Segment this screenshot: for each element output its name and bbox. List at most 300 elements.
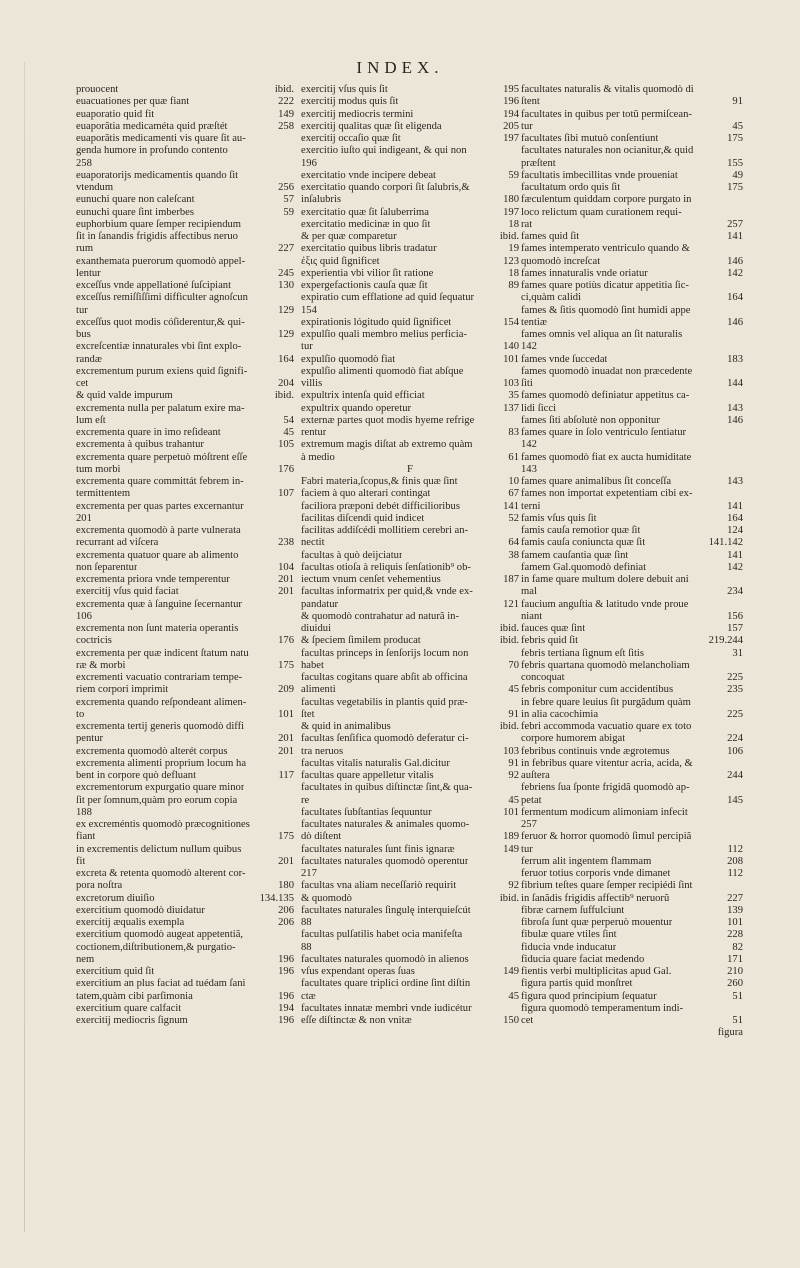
entry-text: tur [76, 304, 88, 316]
entry-text: facultas pulſatilis habet ocia manifeſta [301, 929, 463, 941]
entry-page-ref: 201 [278, 855, 294, 867]
index-entry [76, 194, 294, 206]
entry-page-ref: 141 [727, 231, 743, 242]
entry-text: facultates naturales quomodò in alienos [301, 953, 469, 965]
index-entry [521, 893, 743, 905]
entry-text: exercitatio vnde incipere debeat [301, 169, 436, 181]
entry-text: exceſſus remiſſiſſimi difficulter agnoſcun [76, 292, 248, 304]
entry-text: expultrix intenſa quid efficiat [301, 390, 425, 402]
index-entry [301, 929, 519, 941]
entry-text: facilitas addiſcédi mollitiem cerebri an- [301, 525, 469, 536]
entry-text: excrementa nulla per palatum exire ma- [76, 402, 245, 414]
entry-text: tur [521, 843, 533, 855]
entry-text: re [301, 794, 310, 806]
entry-text: 143 [521, 463, 537, 475]
index-entry [76, 1003, 294, 1015]
index-entry [521, 84, 743, 96]
entry-text: facultates in quibus diſtinctæ ſint,& qua- [301, 782, 473, 794]
entry-text: corpore humorem abigat [521, 733, 626, 745]
entry-page-ref: 107 [278, 488, 294, 500]
entry-text: euphorbium quare ſemper recipiendum [76, 218, 242, 230]
entry-text: exercitatio quando corpori ſit ſalubris,& [301, 182, 470, 193]
index-entry [521, 905, 743, 917]
entry-text: 88 [301, 917, 312, 928]
index-entry [301, 317, 519, 329]
entry-text: 154 [301, 304, 317, 316]
entry-page-ref: 142 [727, 561, 743, 573]
entry-text: ci,quàm calidi [521, 292, 582, 304]
index-entry [521, 1015, 743, 1027]
entry-page-ref: 244 [727, 770, 743, 781]
entry-page-ref: 67 [508, 488, 519, 500]
entry-page-ref: 224 [727, 733, 743, 745]
entry-text: excrementa quæ à ſanguine ſecernantur [76, 598, 242, 610]
index-entry [76, 733, 294, 745]
index-entry [301, 770, 519, 782]
index-entry [521, 599, 743, 611]
entry-text: fibræ carnem ſuffulciunt [521, 904, 625, 916]
index-entry [301, 611, 519, 623]
entry-text: ctæ [301, 990, 316, 1002]
index-entry [76, 390, 294, 402]
index-entry [76, 1015, 294, 1027]
entry-page-ref: 45 [508, 794, 519, 806]
index-entry [301, 819, 519, 831]
entry-page-ref: 134.135 [259, 892, 294, 904]
entry-text: fæculentum quiddam corpore purgato in [521, 194, 692, 206]
entry-text: tur [521, 120, 533, 132]
entry-text: lum eſt [76, 414, 106, 426]
entry-page-ref: 89 [508, 280, 519, 291]
entry-text: faucium anguſtia & latitudo vnde proue [521, 598, 689, 610]
index-entry [521, 513, 743, 525]
index-entry [301, 599, 519, 611]
index-entry [521, 366, 743, 378]
entry-text: expiratio cum efflatione ad quid ſequatur [301, 292, 475, 304]
entry-text: febris quid ſit [521, 635, 579, 647]
entry-page-ref: 164 [727, 292, 743, 304]
index-entry [521, 243, 743, 255]
entry-text: excrementa quare perpetuò móſtrent eſſe [76, 451, 248, 463]
index-entry [521, 611, 743, 623]
entry-text: febris quartana quomodò melancholiam [521, 659, 690, 671]
index-entry [76, 427, 294, 439]
index-entry [521, 537, 743, 549]
entry-text: fames quomodò inuadat non præcedente [521, 365, 693, 377]
entry-page-ref: 70 [508, 659, 519, 671]
index-entry [521, 550, 743, 562]
index-entry [521, 880, 743, 892]
index-entry [76, 954, 294, 966]
index-entry [76, 746, 294, 758]
entry-page-ref: 206 [278, 917, 294, 928]
index-entry [76, 905, 294, 917]
entry-text: tur [301, 341, 313, 353]
index-entry [521, 709, 743, 721]
entry-text: exercitij vſus quis ſit [301, 84, 388, 95]
entry-page-ref: 201 [278, 745, 294, 757]
entry-text: pora noſtra [76, 880, 123, 892]
entry-text: in alia cacochimia [521, 708, 599, 720]
entry-text: mal [521, 586, 537, 598]
index-entry [521, 182, 743, 194]
index-entry [301, 305, 519, 317]
entry-text: 257 [521, 819, 537, 830]
entry-text: recurrant ad viſcera [76, 537, 159, 549]
entry-text: facultates ſubſtantias ſequuntur [301, 806, 432, 818]
entry-text: euaporatio quid fit [76, 108, 155, 120]
entry-page-ref: 235 [727, 684, 743, 696]
index-entry [521, 109, 743, 121]
entry-text: vſus expendant operas ſuas [301, 966, 415, 977]
index-entry [76, 880, 294, 892]
entry-page-ref: 180 [503, 194, 519, 206]
entry-text: concoquat [521, 672, 565, 683]
entry-text: exercitium quid ſit [76, 966, 155, 977]
index-entry [76, 415, 294, 427]
index-entry [76, 207, 294, 219]
index-entry [521, 317, 743, 329]
entry-text: exercitium quomodò diuidatur [76, 904, 205, 916]
entry-text: excrementa non ſunt materia operantis [76, 623, 239, 634]
entry-page-ref: 183 [727, 353, 743, 365]
entry-page-ref: 234 [727, 586, 743, 598]
index-entry [301, 170, 519, 182]
entry-page-ref: 187 [503, 574, 519, 585]
entry-text: 142 [521, 439, 537, 451]
entry-text: cet [521, 1015, 534, 1026]
entry-page-ref: 171 [727, 953, 743, 965]
index-entry [76, 758, 294, 770]
index-entry [76, 782, 294, 794]
entry-text: 196 [301, 157, 317, 169]
entry-text: facultates ſibi mutuò conſentiunt [521, 133, 659, 144]
entry-text: to [76, 708, 85, 720]
index-entry [301, 121, 519, 133]
index-entry [76, 378, 294, 390]
entry-page-ref: 91 [732, 96, 743, 108]
index-entry [76, 133, 294, 145]
entry-page-ref: 196 [278, 990, 294, 1002]
entry-text: exercitatio quibus libris tradatur [301, 243, 437, 255]
index-entry [301, 366, 519, 378]
entry-text: fames innaturalis vnde oriatur [521, 267, 648, 279]
entry-page-ref: 208 [727, 855, 743, 867]
index-entry [76, 562, 294, 574]
entry-page-ref: 196 [503, 96, 519, 108]
entry-page-ref: 219.244 [708, 635, 743, 647]
entry-text: facultates quare triplici ordine ſint diſtin [301, 978, 471, 990]
index-entry [301, 586, 519, 598]
index-entry [521, 341, 743, 353]
entry-text: externæ partes quot modis hyeme refrige [301, 414, 475, 426]
index-entry [76, 684, 294, 696]
index-entry [76, 501, 294, 513]
entry-text: 142 [521, 341, 537, 353]
index-entry [76, 856, 294, 868]
entry-text: rat [521, 218, 533, 230]
index-entry [301, 268, 519, 280]
entry-text: facultates naturales non ocianitur,& quid [521, 145, 694, 157]
entry-text: ſtent [521, 96, 540, 108]
index-entry [76, 268, 294, 280]
entry-text: nectit [301, 537, 325, 549]
index-entry [76, 660, 294, 672]
entry-text: exercitium an plus faciat ad tuédam ſani [76, 978, 246, 990]
entry-page-ref: 45 [732, 120, 743, 132]
index-entry [301, 623, 519, 635]
entry-page-ref: 83 [508, 427, 519, 438]
index-entry [301, 697, 519, 709]
index-entry [521, 378, 743, 390]
index-entry [76, 978, 294, 990]
index-entry [76, 96, 294, 108]
entry-text: facultates naturales ſingulę interquieſcút [301, 904, 471, 916]
entry-page-ref: 204 [278, 378, 294, 389]
index-entry [76, 574, 294, 586]
entry-text: febris tertiana ſignum eſt ſitis [521, 647, 644, 659]
index-entry [301, 893, 519, 905]
index-entry [521, 966, 743, 978]
entry-text: faciliora præponi debét difficilioribus [301, 500, 460, 512]
entry-text: 188 [76, 806, 92, 818]
index-entry [76, 991, 294, 1003]
entry-text: fibrium teſtes quare ſemper recipiédi ſint [521, 880, 693, 892]
entry-text: facultas ſenſifica quomodò deferatur ci- [301, 733, 469, 745]
index-entry [301, 782, 519, 794]
index-entry [76, 464, 294, 476]
entry-page-ref: 146 [727, 414, 743, 426]
entry-page-ref: 195 [503, 84, 519, 95]
index-entry [521, 562, 743, 574]
entry-text: exercitij vſus quid faciat [76, 586, 179, 598]
entry-page-ref: 196 [278, 1015, 294, 1026]
index-entry [301, 219, 519, 231]
index-entry [521, 158, 743, 170]
index-entry [76, 611, 294, 623]
entry-text: facultates naturales ſunt finis ignaræ [301, 843, 455, 855]
index-entry [76, 623, 294, 635]
entry-page-ref: 146 [727, 316, 743, 328]
entry-page-ref: 31 [732, 647, 743, 659]
index-entry [521, 121, 743, 133]
entry-text: euaporãtis medicamenti vis quare ſit au- [76, 133, 246, 144]
entry-text: facilitas diſcendi quid indicet [301, 512, 425, 524]
entry-text: eunuchi quare non caleſcant [76, 194, 195, 206]
entry-page-ref: 139 [727, 904, 743, 916]
entry-page-ref: 257 [727, 218, 743, 230]
index-entry [76, 795, 294, 807]
entry-page-ref: 121 [503, 598, 519, 610]
entry-page-ref: 123 [503, 255, 519, 267]
entry-text: eſſe diſtinctæ & non vnitæ [301, 1015, 412, 1026]
entry-text: excrementa tertij generis quomodò diffi [76, 721, 245, 732]
entry-text: exercitij mediocris ſignum [76, 1015, 188, 1026]
entry-page-ref: ibid. [499, 721, 519, 732]
index-entry [521, 782, 743, 794]
entry-text: fames quare in ſolo ventriculo ſentiatur [521, 427, 687, 438]
index-entry [521, 96, 743, 108]
index-entry [301, 550, 519, 562]
entry-text: excrementa alimenti proprium locum ha [76, 757, 247, 769]
index-entry [76, 672, 294, 684]
index-entry [301, 795, 519, 807]
index-entry [521, 464, 743, 476]
entry-text: riem corpori imprimit [76, 684, 169, 696]
index-entry [301, 635, 519, 647]
index-entry [301, 84, 519, 96]
index-entry [301, 684, 519, 696]
entry-page-ref: 258 [278, 120, 294, 132]
entry-page-ref: 175 [278, 831, 294, 843]
index-entry [76, 917, 294, 929]
entry-text: terni [521, 500, 541, 512]
entry-page-ref: 101 [503, 806, 519, 818]
index-entry [301, 733, 519, 745]
index-entry [521, 856, 743, 868]
entry-text: famem cauſantia quæ ſint [521, 549, 629, 561]
index-entry [301, 354, 519, 366]
entry-page-ref: 201 [278, 574, 294, 585]
index-entry [301, 758, 519, 770]
entry-text: randæ [76, 353, 102, 365]
entry-page-ref: 52 [508, 512, 519, 524]
entry-page-ref: 150 [503, 1015, 519, 1026]
entry-page-ref: 194 [503, 108, 519, 120]
entry-text: excrementa quare in imo reſideant [76, 427, 221, 438]
index-entry [301, 145, 519, 157]
entry-text: expulſio quali membro melius perficia- [301, 329, 467, 340]
entry-page-ref: ibid. [499, 623, 519, 634]
entry-page-ref: 18 [508, 267, 519, 279]
index-entry [76, 648, 294, 660]
index-entry [521, 697, 743, 709]
entry-page-ref: 201 [278, 586, 294, 598]
index-entry [301, 133, 519, 145]
entry-text: iectum vnum cenſet vehementius [301, 574, 441, 585]
index-entry [301, 905, 519, 917]
entry-page-ref: 101 [727, 917, 743, 928]
entry-text: facultates naturalis & vitalis quomodò di [521, 84, 694, 95]
entry-text: famis cauſa coniuncta quæ ſit [521, 537, 646, 549]
index-entry [76, 231, 294, 243]
entry-text: excrementa quare committát febrem in- [76, 476, 244, 487]
entry-page-ref: 59 [508, 169, 519, 181]
index-entry [301, 452, 519, 464]
index-entry [301, 439, 519, 451]
entry-text: à medio [301, 451, 335, 463]
index-entry [76, 550, 294, 562]
page-edge-shadow [24, 62, 25, 1232]
entry-text: expergefactionis cauſa quæ ſit [301, 280, 428, 291]
index-column-2 [301, 84, 519, 1027]
entry-text: facultas à quò deijciatur [301, 549, 403, 561]
entry-page-ref: 92 [508, 880, 519, 892]
index-entry [76, 476, 294, 488]
index-entry [301, 207, 519, 219]
entry-text: & quomodò [301, 892, 352, 904]
entry-text: febribus continuis vnde ægrotemus [521, 745, 670, 757]
entry-text: ferrum alit ingentem flammam [521, 855, 652, 867]
index-entry [521, 586, 743, 598]
index-entry [76, 721, 294, 733]
entry-page-ref: 45 [508, 684, 519, 696]
entry-text: 201 [76, 512, 92, 524]
entry-page-ref: 106 [727, 745, 743, 757]
index-entry [521, 770, 743, 782]
index-entry [521, 684, 743, 696]
entry-page-ref: 19 [508, 243, 519, 255]
entry-text: fames quomodò definiatur appetitus ca- [521, 390, 690, 402]
entry-page-ref: ibid. [499, 892, 519, 904]
entry-text: facultates naturales & animales quomo- [301, 819, 470, 830]
index-entry [301, 243, 519, 255]
index-entry [301, 991, 519, 1003]
entry-page-ref: 225 [727, 708, 743, 720]
index-entry [521, 207, 743, 219]
entry-text: famis cauſa remotior quæ ſit [521, 525, 641, 536]
entry-page-ref: 164 [278, 353, 294, 365]
index-entry [301, 868, 519, 880]
entry-page-ref: 59 [283, 206, 294, 218]
index-entry [76, 525, 294, 537]
index-entry [301, 256, 519, 268]
index-entry [76, 84, 294, 96]
entry-text: ἐξις quid ſignificet [301, 255, 380, 267]
index-entry [76, 599, 294, 611]
index-entry [76, 182, 294, 194]
entry-text: coctionem,diſtributionem,& purgatio- [76, 941, 236, 953]
entry-text: facultas vegetabilis in plantis quid præ- [301, 696, 468, 708]
entry-text: coctricis [76, 635, 112, 647]
entry-page-ref: 117 [278, 770, 294, 781]
entry-text: fauces quæ ſint [521, 623, 586, 634]
index-entry [76, 635, 294, 647]
entry-text: figura quomodò temperamentum indi- [521, 1002, 684, 1014]
entry-page-ref: 227 [278, 243, 294, 255]
entry-text: fiant [76, 831, 96, 843]
index-entry [76, 709, 294, 721]
entry-text: villis [301, 378, 323, 389]
index-entry [521, 525, 743, 537]
entry-page-ref: 149 [503, 843, 519, 855]
entry-page-ref: 176 [278, 635, 294, 647]
index-entry [301, 574, 519, 586]
index-entry [76, 121, 294, 133]
index-entry [76, 145, 294, 157]
entry-text: fames & ſitis quomodò ſint humidi appe [521, 304, 691, 316]
index-entry [76, 942, 294, 954]
entry-page-ref: 143 [727, 402, 743, 414]
index-entry [76, 305, 294, 317]
entry-text: excrementa quomodò alterét corpus [76, 745, 228, 757]
entry-page-ref: 57 [283, 194, 294, 206]
index-entry [521, 635, 743, 647]
entry-text: facultas cogitans quare abſit ab officina [301, 672, 468, 683]
entry-page-ref: 104 [278, 561, 294, 573]
entry-text: pentur [76, 733, 104, 745]
entry-text: ræ & morbi [76, 659, 126, 671]
entry-page-ref: 149 [503, 966, 519, 977]
entry-page-ref: 189 [503, 831, 519, 843]
index-entry [521, 415, 743, 427]
entry-page-ref: 143 [727, 476, 743, 487]
index-entry [76, 893, 294, 905]
entry-text: fit [76, 855, 86, 867]
entry-page-ref: 144 [727, 378, 743, 389]
entry-text: bus [76, 329, 91, 340]
entry-text: exercitij æqualis exempla [76, 917, 185, 928]
